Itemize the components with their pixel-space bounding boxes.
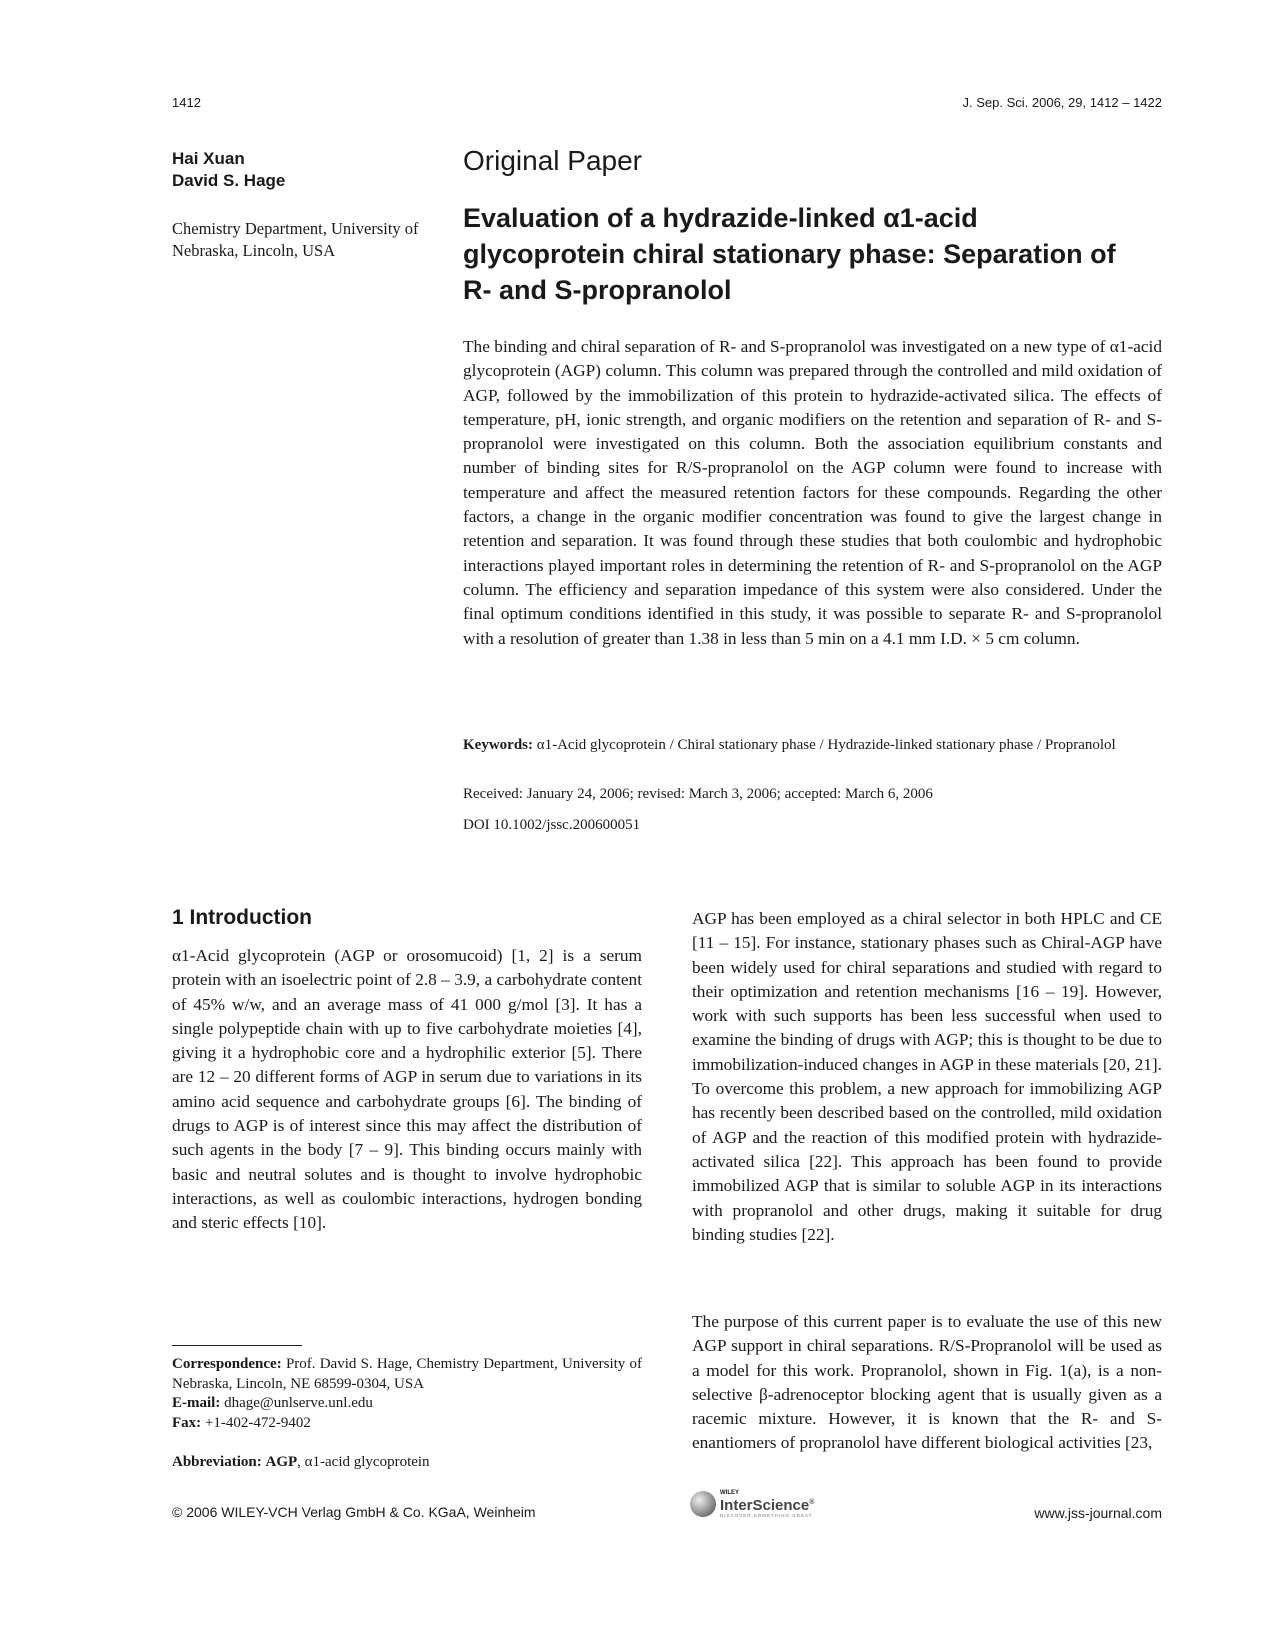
copyright: © 2006 WILEY-VCH Verlag GmbH & Co. KGaA, Weinheim: [172, 1504, 536, 1520]
abstract: The binding and chiral separation of R- and S-propranolol was investigated on a new type of α1-acid glycoprotein (AGP) column. This column was prepared through the controlled and mild oxidation of AGP, followed by the immobilization of this protein to hydrazide-activated silica. The effects of temperature, pH, ionic strength, and organic modifiers on the retention and separation of R- and S-propranolol were investigated on this column. Both the association equilibrium constants and number of binding sites for R/S-propranolol on the AGP column were found to increase with temperature and affect the measured retention factors for these compounds. Regarding the other factors, a change in the organic modifier concentration was found to give the largest change in retention and separation. It was found through these studies that both coulombic and hydrophobic interactions played important roles in determining the retention of R- and S-propranolol on the AGP column. The efficiency and separation impedance of this system were also considered. Under the final optimum conditions identified in this study, it was possible to separate R- and S-propranolol with a resolution of greater than 1.38 in less than 5 min on a 4.1 mm I.D. × 5 cm column.: [463, 337, 1162, 648]
abbreviation-label: Abbreviation:: [172, 1454, 262, 1470]
globe-icon: [690, 1491, 716, 1517]
received-dates: Received: January 24, 2006; revised: March 3, 2006; accepted: March 6, 2006: [463, 786, 933, 802]
email-label: E-mail:: [172, 1395, 221, 1411]
journal-citation: J. Sep. Sci. 2006, 29, 1412 – 1422: [962, 95, 1162, 110]
keywords-text: α1-Acid glycoprotein / Chiral stationary phase / Hydrazide-linked stationary phase / Propranolol: [536, 737, 1116, 753]
intro-paragraph: α1-Acid glycoprotein (AGP or orosomucoid) [1, 2] is a serum protein with an isoelectric point of 2.8 – 3.9, a carbohydrate content of 45% w/w, and an average mass of 41 000 g/mol [3]. It has a single polypeptide chain with up to five carbohydrate moieties [4], giving it a hydrophobic core and a hydrophilic exterior [5]. There are 12 – 20 different forms of AGP in serum due to variations in its amino acid sequence and carbohydrate groups [6]. The binding of drugs to AGP is of interest since this may affect the distribution of such agents in the body [7 – 9]. This binding occurs mainly with basic and neutral solutes and is thought to involve hydrophobic interactions, as well as coulombic interactions, hydrogen bonding and steric effects [10].: [172, 946, 642, 1233]
authors: [172, 148, 285, 192]
email[interactable]: dhage@unlserve.unl.edu: [224, 1395, 373, 1411]
abbreviation-term: AGP: [265, 1454, 298, 1470]
affiliation: Chemistry Department, University of Nebraska, Lincoln, USA: [172, 219, 419, 260]
journal-website[interactable]: www.jss-journal.com: [1034, 1505, 1162, 1521]
interscience-logo: WILEY InterScience® DISCOVER SOMETHING GREAT: [690, 1490, 814, 1518]
footnote-divider: [172, 1345, 302, 1346]
page-number: 1412: [172, 95, 201, 110]
paper-title: Evaluation of a hydrazide-linked α1-acid glycoprotein chiral stationary phase: Separation of R- and S-propranolol: [463, 203, 1116, 305]
correspondence-text: Prof. David S. Hage, Chemistry Department, University of Nebraska, Lincoln, NE 68599-0304, USA: [172, 1356, 643, 1392]
author: Hai Xuan: [172, 149, 245, 168]
correspondence: [172, 1355, 642, 1433]
abbreviation: [172, 1454, 430, 1471]
fax: +1-402-472-9402: [204, 1414, 311, 1431]
paper-type: Original Paper: [463, 145, 642, 176]
correspondence-label: Correspondence:: [172, 1356, 282, 1372]
abbreviation-text: , α1-acid glycoprotein: [297, 1454, 430, 1470]
doi: DOI 10.1002/jssc.200600051: [463, 817, 641, 833]
keywords-label: Keywords:: [463, 737, 533, 753]
intro-paragraph: The purpose of this current paper is to evaluate the use of this new AGP support in chiral separations. R/S-Propranolol will be used as a model for this work. Propranolol, shown in Fig. 1(a), is a non-selective β-adrenoceptor blocking agent that is usually given as a racemic mixture. However, it is known that the R- and S-enantiomers of propranolol have different biological activities [23,: [692, 1312, 1162, 1453]
intro-paragraph: AGP has been employed as a chiral selector in both HPLC and CE [11 – 15]. For instance, stationary phases such as Chiral-AGP have been widely used for chiral separations and studied with regard to their optimization and retention mechanisms [16 – 19]. However, work with such supports has been less successful when used to examine the binding of drugs with AGP; this is thought to be due to immobilization-induced changes in AGP in these materials [20, 21]. To overcome this problem, a new approach for immobilizing AGP has recently been described based on the controlled, mild oxidation of AGP and the reaction of this modified protein with hydrazide-activated silica [22]. This approach has been found to provide immobilized AGP that is similar to soluble AGP in its interactions with propranolol and other drugs, making it suitable for drug binding studies [22].: [692, 909, 1162, 1244]
fax-label: Fax:: [172, 1414, 202, 1431]
keywords: [463, 736, 1162, 755]
section-heading: 1 Introduction: [172, 906, 312, 929]
author: David S. Hage: [172, 171, 286, 190]
